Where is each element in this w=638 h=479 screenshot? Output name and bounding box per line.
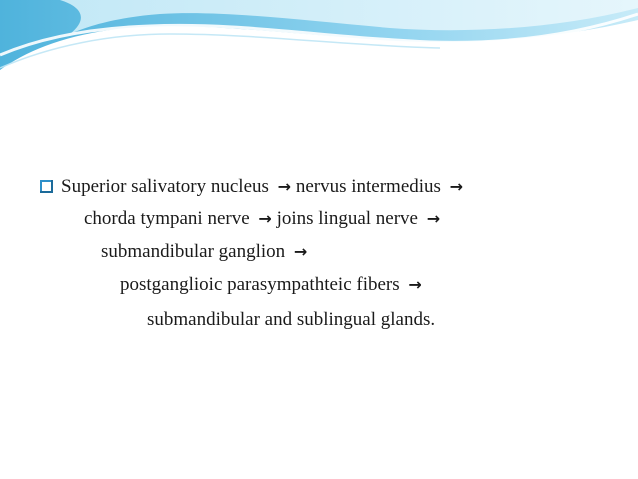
right-arrow-icon: → — [408, 275, 422, 294]
line-text: nervus intermedius — [295, 176, 441, 197]
right-arrow-icon: → — [258, 209, 272, 228]
line-2 — [84, 208, 440, 230]
line-5 — [147, 309, 435, 331]
line-text: submandibular ganglion — [101, 241, 286, 262]
line-3 — [101, 241, 307, 263]
right-arrow-icon: → — [277, 177, 292, 196]
line-4 — [120, 274, 422, 296]
line-text: postganglioic parasympathteic fibers — [120, 274, 400, 295]
line-text: Superior salivatory nucleus — [61, 176, 269, 197]
right-arrow-icon: → — [426, 209, 441, 228]
line-text: chorda tympani nerve — [84, 208, 250, 229]
line-text: submandibular and sublingual glands. — [147, 309, 436, 330]
right-arrow-icon: → — [293, 242, 308, 261]
line-text: joins lingual nerve — [276, 208, 418, 229]
checkbox-bullet-icon — [40, 180, 53, 193]
right-arrow-icon: → — [449, 177, 464, 196]
line-1 — [40, 176, 463, 198]
